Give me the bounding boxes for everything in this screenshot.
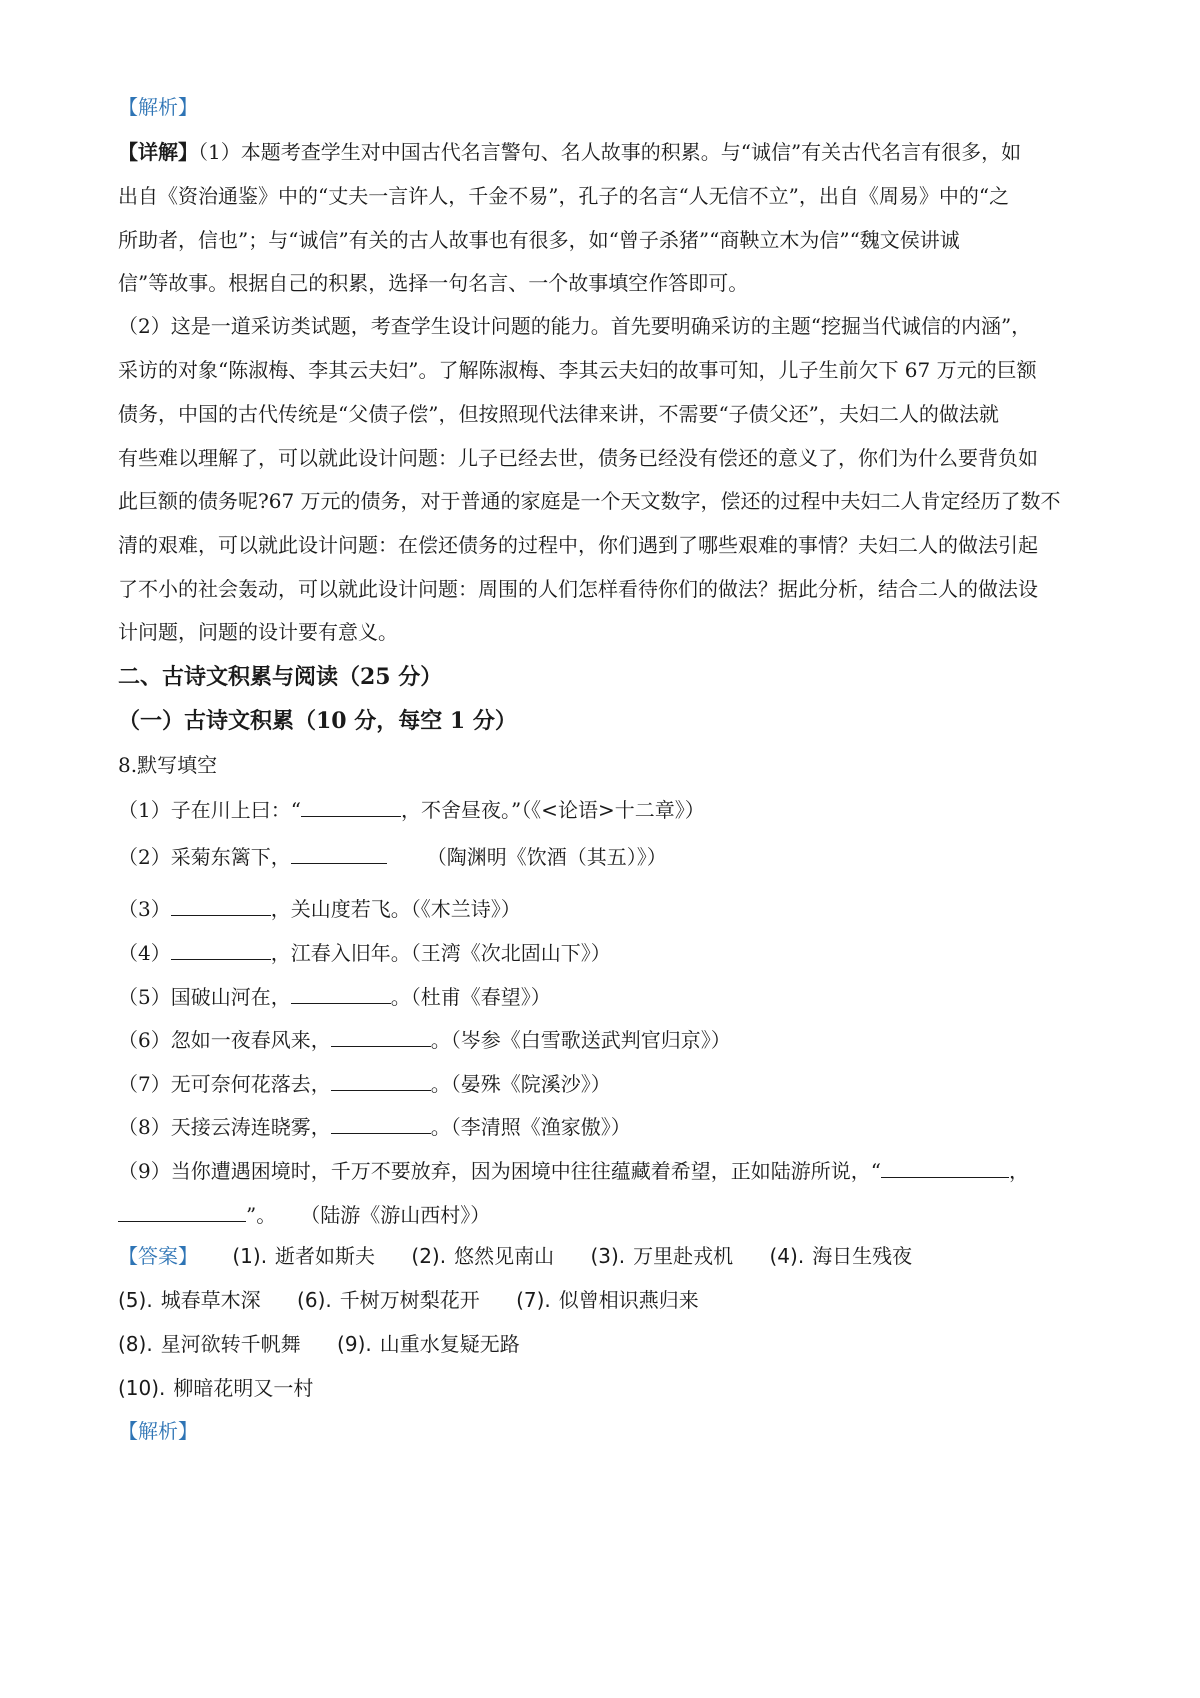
answer-item — [411, 1241, 554, 1271]
answer-number: (6). — [297, 1288, 332, 1312]
answer-number: (10). — [118, 1376, 166, 1400]
item-source: （陶渊明《饮酒（其五）》） — [426, 845, 667, 869]
answer-text: 柳暗花明又一村 — [173, 1376, 314, 1400]
detail-paragraph-2-line-4: 有些难以理解了，可以就此设计问题：儿子已经去世，债务已经没有偿还的意义了，你们为什么要背负如 — [118, 446, 1038, 470]
detail-paragraph-1-line-4: 信”等故事。根据自己的积累，选择一句名言、一个故事填空作答即可。 — [118, 271, 749, 295]
item-source: （杜甫《春望》） — [410, 985, 551, 1009]
item-source: （岑参《白雪歌送武判官归京》） — [450, 1028, 731, 1052]
blank — [331, 1111, 431, 1134]
item-text: （8）天接云涛连晓雾， — [118, 1115, 331, 1139]
detail-paragraph-2-line-2: 采访的对象“陈淑梅、李其云夫妇”。了解陈淑梅、李其云夫妇的故事可知，儿子生前欠下 67 万元的巨额 — [118, 358, 1037, 382]
answer-item — [232, 1241, 375, 1271]
blank — [171, 937, 271, 960]
detail-paragraph-2-line-1: （2）这是一道采访类试题，考查学生设计问题的能力。首先要明确采访的主题“挖掘当代诚信的内涵”， — [118, 314, 1032, 338]
answer-item — [590, 1241, 733, 1271]
detail-paragraph-2-line-3: 债务，中国的古代传统是“父债子偿”，但按照现代法律来讲，不需要“子债父还”，夫妇二人的做法就 — [118, 402, 999, 426]
answer-text: 山重水复疑无路 — [379, 1332, 520, 1356]
answer-text: 似曾相识燕归来 — [558, 1288, 699, 1312]
blank — [291, 981, 391, 1004]
answer-item — [516, 1285, 699, 1315]
item-text: （1）子在川上曰：“ — [118, 798, 301, 822]
fill-item-2 — [118, 841, 1100, 872]
detail-tag: 【详解】 — [118, 140, 198, 164]
item-text: （5）国破山河在， — [118, 985, 291, 1009]
item-text: （7）无可奈何花落去， — [118, 1072, 331, 1096]
item-source: （晏殊《院溪沙》） — [450, 1072, 611, 1096]
fill-item-5 — [118, 981, 1100, 1012]
item-source: （《<论语>十二章》） — [521, 798, 705, 822]
answer-number: (2). — [411, 1244, 447, 1268]
fill-item-1 — [118, 794, 1100, 825]
blank — [291, 841, 387, 864]
fill-item-9-line-2 — [118, 1199, 1100, 1230]
question-title: 8.默写填空 — [118, 753, 218, 777]
item-text: ，江春入旧年。 — [270, 941, 411, 965]
answer-number: (5). — [118, 1288, 153, 1312]
item-text: 。 — [430, 1028, 451, 1052]
fill-item-4 — [118, 937, 1100, 968]
detail-paragraph-1-line-2: 出自《资治通鉴》中的“丈夫一言许人，千金不易”，孔子的名言“人无信不立”，出自《周易》中的“之 — [118, 184, 1010, 208]
subsection-heading: （一）古诗文积累（10 分，每空 1 分） — [118, 708, 517, 734]
item-text: 。 — [390, 985, 411, 1009]
blank — [331, 1024, 431, 1047]
answer-line-1 — [118, 1241, 1100, 1271]
item-text: （9）当你遭遇困境时，千万不要放弃，因为困境中往往蕴藏着希望，正如陆游所说，“ — [118, 1159, 881, 1183]
answer-line-4 — [118, 1373, 1100, 1403]
item-source: （《木兰诗》） — [410, 897, 521, 921]
item-text: （2）采菊东篱下， — [118, 845, 291, 869]
answer-text: 城春草木深 — [160, 1288, 261, 1312]
item-text: （4） — [118, 941, 171, 965]
fill-item-7 — [118, 1068, 1100, 1099]
fill-item-8 — [118, 1111, 1100, 1142]
answer-item — [118, 1285, 261, 1315]
answer-item — [770, 1241, 913, 1271]
blank — [118, 1199, 246, 1222]
answer-number: (1). — [232, 1244, 268, 1268]
answer-item — [337, 1329, 520, 1359]
fill-item-3 — [118, 893, 1100, 924]
fill-item-9-line-1 — [118, 1155, 1100, 1186]
item-source: （李清照《渔家傲》） — [450, 1115, 631, 1139]
blank — [301, 794, 401, 817]
item-text: ”。 — [246, 1203, 277, 1227]
answer-number: (8). — [118, 1332, 153, 1356]
blank — [881, 1155, 1009, 1178]
detail-paragraph-2-line-6: 清的艰难，可以就此设计问题：在偿还债务的过程中，你们遇到了哪些艰难的事情？夫妇二人的做法引起 — [118, 533, 1038, 557]
answer-text: 逝者如斯夫 — [275, 1244, 376, 1268]
answer-text: 万里赴戎机 — [633, 1244, 734, 1268]
answer-number: (9). — [337, 1332, 372, 1356]
item-text: 。 — [430, 1115, 451, 1139]
detail-paragraph-2-line-7: 了不小的社会轰动，可以就此设计问题：周围的人们怎样看待你们的做法？据此分析，结合二人的做法设 — [118, 577, 1038, 601]
item-text: ，不舍昼夜。” — [400, 798, 522, 822]
answer-item — [118, 1373, 313, 1403]
answer-text: 悠然见南山 — [454, 1244, 555, 1268]
item-text: 。 — [430, 1072, 451, 1096]
answer-number: (4). — [769, 1244, 805, 1268]
blank — [171, 893, 271, 916]
item-source: （陆游《游山西村》） — [300, 1203, 491, 1227]
section-heading: 二、古诗文积累与阅读（25 分） — [118, 664, 443, 690]
item-source: （王湾《次北固山下》） — [410, 941, 611, 965]
answer-text: 千树万树梨花开 — [339, 1288, 480, 1312]
blank — [331, 1068, 431, 1091]
answer-text: 星河欲转千帆舞 — [160, 1332, 301, 1356]
detail-paragraph-2-line-5: 此巨额的债务呢?67 万元的债务，对于普通的家庭是一个天文数字，偿还的过程中夫妇二人肯定经历了数不 — [118, 489, 1061, 513]
answer-number: (7). — [516, 1288, 551, 1312]
answer-number: (3). — [590, 1244, 626, 1268]
detail-text: （1）本题考查学生对中国古代名言警句、名人故事的积累。与“诚信”有关古代名言有很多，如 — [198, 140, 1022, 164]
answer-line-2 — [118, 1285, 1100, 1315]
answer-item — [297, 1285, 480, 1315]
answer-tag: 【答案】 — [118, 1244, 198, 1268]
answer-item — [118, 1329, 301, 1359]
item-text: ， — [1008, 1159, 1029, 1183]
analysis-tag-bottom: 【解析】 — [118, 1419, 198, 1443]
item-text: ，关山度若飞。 — [270, 897, 411, 921]
answer-line-3 — [118, 1329, 1100, 1359]
fill-item-6 — [118, 1024, 1100, 1055]
answer-text: 海日生残夜 — [812, 1244, 913, 1268]
item-text: （3） — [118, 897, 171, 921]
detail-paragraph-1-line-3: 所助者，信也”；与“诚信”有关的古人故事也有很多，如“曾子杀猪”“商鞅立木为信”“魏文侯讲诚 — [118, 228, 960, 252]
item-text: （6）忽如一夜春风来， — [118, 1028, 331, 1052]
analysis-tag: 【解析】 — [118, 95, 198, 119]
detail-paragraph-2-line-8: 计问题，问题的设计要有意义。 — [118, 620, 398, 644]
detail-paragraph-1-line-1 — [118, 137, 1100, 167]
